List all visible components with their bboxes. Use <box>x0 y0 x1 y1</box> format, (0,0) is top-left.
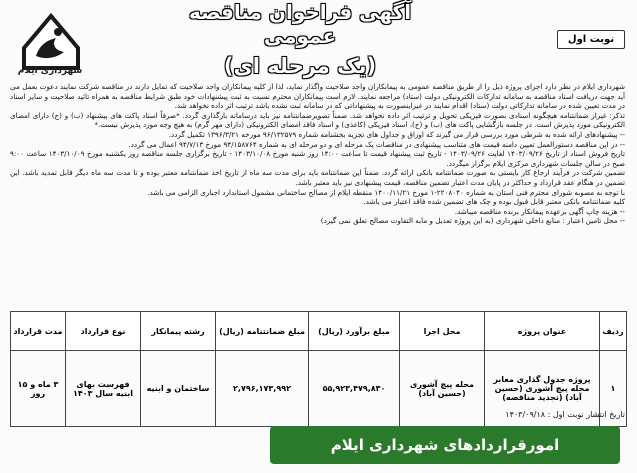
cell-location: محله پیچ آشوری (حسین آباد) <box>400 351 485 427</box>
page-title: آگهی فراخوان مناقصه عمومی <box>188 0 412 48</box>
title-block <box>150 0 450 78</box>
footer-banner: امورقراردادهای شهرداری ایلام <box>270 426 620 464</box>
advert-body <box>10 82 625 226</box>
logo-caption: شهرداری ایلام <box>17 66 83 76</box>
col-header-contract-type: نوع قرارداد <box>66 312 141 351</box>
col-header-contract-duration: مدت قرارداد <box>11 312 66 351</box>
publish-date: تاریخ انتشار نوبت اول : ۱۴۰۳/۰۹/۱۸ <box>505 410 625 419</box>
cell-contract-type: فهرست بهای ابنیه سال ۱۴۰۳ <box>66 351 141 427</box>
body-paragraph: -- در این مناقصه دستورالعمل تعیین دامنه قیمت های متناسب پیشنهادی در مناقصات یک مرحله ای و دو مرحله ای به شماره ۹۴/۱۵۸۷۶۴ مورخ ۹۴/۷/۱۳ اعمال می گردد. <box>128 139 625 149</box>
body-paragraph: -- پیشنهادهای ارائه شده به شرطی مورد بررسی قرار می گیرند که اوراق و جداول های تجزیه بخشنامه شماره ۹۶/۱۳۲۵۷۹ مورخه ۱۳۹۶/۳/۲۱ تکمیل گردد. <box>168 129 625 139</box>
body-paragraph: -- هزینه چاپ آگهی برعهده پیمانکار برنده مناقصه میباشد. <box>454 206 625 216</box>
cell-row-number: ۱ <box>600 351 627 427</box>
col-header-row-number: ردیف <box>600 312 627 351</box>
col-header-contractor-field: رشته پیمانکار <box>141 312 216 351</box>
table-header-row <box>11 312 627 351</box>
cell-estimate: ۵۵,۹۲۳,۴۷۹,۸۳۰ <box>309 351 400 427</box>
body-paragraph: تاریخ فروش اسناد از تاریخ ۱۴۰۳/۰۹/۲۶ لغایت ۱۴۰۳/۰۹/۲۶ - تاریخ ثبت پیشنهاد قیمت تا ساعت ۱۴:۰۰ روز شنبه مورخ ۱۴۰۳/۱۰/۰۸ - تاریخ برگزاری جلسه مناقصه روز یکشنبه مورخ ۱۴۰۳/۱۰/۰۹ ساعت ۹:۰۰ صبح در سالن جلسات شهرداری مرکزی ایلام برگزار میگردد. <box>10 149 625 168</box>
col-header-estimate: مبلغ برآورد (ریال) <box>309 312 400 351</box>
cell-contract-duration: ۳ ماه و ۱۵ روز <box>11 351 66 427</box>
cell-contractor-field: ساختمان و ابنیه <box>141 351 216 427</box>
cell-project-title: پروژه جدول گذاری معابر محله پیچ آشوری (حسین آباد) (تجدید مناقصه) <box>485 351 600 427</box>
round-badge: نوبت اول <box>557 30 625 49</box>
page-subtitle: (یک مرحله ای) <box>223 54 377 78</box>
body-paragraph: تذکر: غیراز ضمانتنامه هیچگونه اسنادی بصورت فیزیکی تحویل و ترتیب اثر داده نخواهد شد. ضمناً تصویرضمانتنامه نیز باید درسامانه بارگذاری گردد. *صرفاً اسناد پاکت های پیشنهاد (ب) و (ج) دارای امضای الکترونیکی مورد پذیرش است. در جلسه بازگشایی پاکت های (ب) و (ج)، اسناد فیزیکی (کاغذی) و اسناد فاقد امضای الکترونیکی (دارای مهر گرم) به هیچ وجه مورد پذیرش نیست.* <box>10 110 625 130</box>
body-paragraph: کلیه ضمانتنامه بانکی معتبر قابل قبول بوده و چک های تضمین شده فاقد اعتبار می باشد. <box>363 197 625 207</box>
col-header-location: محل اجرا <box>400 312 485 351</box>
body-paragraph: شهرداری ایلام در نظر دارد اجرای پروژه ذیل را از طریق مناقصه عمومی به پیمانکاران واجد صلاحیت واگذار نماید، لذا از کلیه پیمانکاران واجد صلاحیت که تمایل دارند در مناقصه شرکت نمایند دعوت بعمل می آید جهت دریافت اسناد مناقصه به سامانه تدارکات الکترونیکی دولت (ستاد) مراجعه نمایند. لازم است پیمانکاران محترم نسبت به ثبت پیشنهادات خود طبق شرایط مناقصه به همراه تائید صلاحیت و سایر اسناد در مدت تعیین شده در سامانه تدارکاتی دولت (ستاد) اقدام نمایند در غیراینصورت به پیشنهاداتی که در سامانه ثبت نشده باشد ترتیب اثر داده نخواهد شد. <box>10 82 625 111</box>
body-paragraph: با توجه به مصوبه شورای محترم فنی استان به شماره ۲۲۰۸۰۴۰-۱ مورخ ۱۴۰۰/۱۱/۲۱ منقطه ایلام از مصالح ساختمانی مشمول استاندارد اجباری الزامی می باشد. <box>147 187 625 197</box>
body-paragraph: تضمین شرکت در فرآیند ارجاع کار بایستی به صورت ضمانتنامه بانکی ارائه گردد. ضمناً این ضمانتنامه باید برای مدت سه ماه از تاریخ اخذ ضمانتنامه معتبر بوده و تا مدت سه ماه دیگر قابل تمدید باشد. این تضمین در هنگام عقد قرارداد و حداکثر در پایان مدت اعتبار تضمین مناقصه، قیمت پیشنهادی نیز باید معتبر باشد. <box>10 168 625 187</box>
cell-guarantee: ۲,۷۹۶,۱۷۳,۹۹۲ <box>216 351 309 427</box>
col-header-project-title: عنوان پروژه <box>485 312 600 351</box>
body-paragraph: -- محل تامین اعتبار : منابع داخلی شهرداری (به این پروژه تعدیل و مابه التفاوت مصالح تعلق نمی گیرد) <box>320 216 625 226</box>
col-header-guarantee: مبلغ ضمانتنامه (ریال) <box>216 312 309 351</box>
